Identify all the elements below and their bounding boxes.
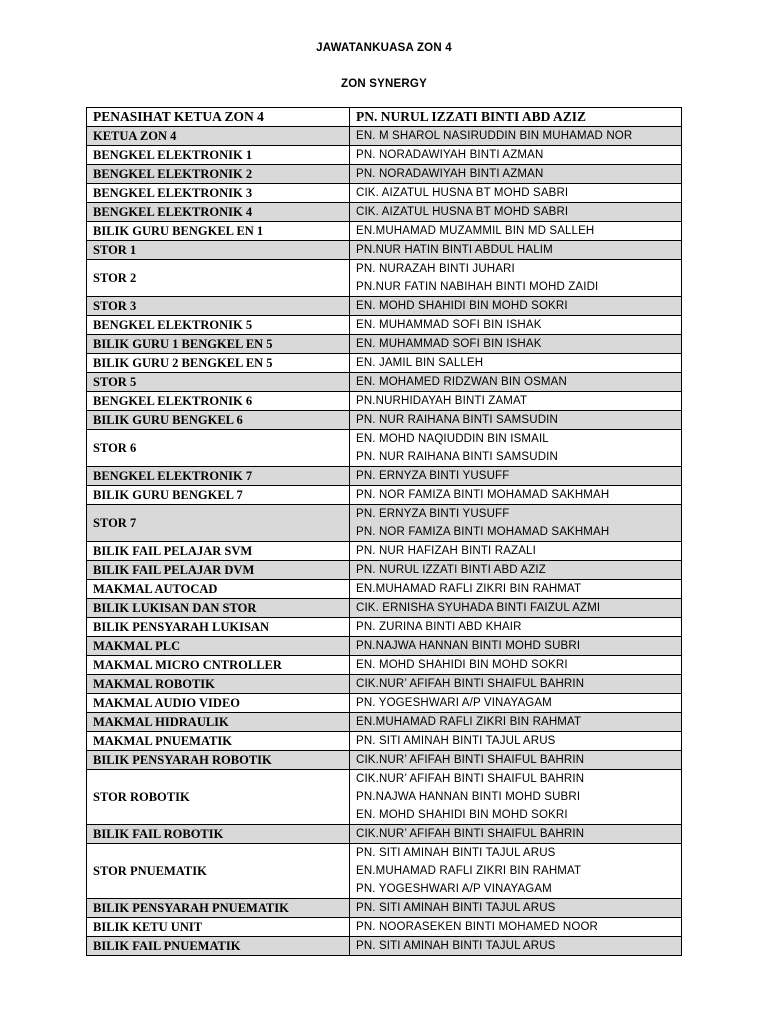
person-cell xyxy=(350,675,682,694)
person-name: PN. YOGESHWARI A/P VINAYAGAM xyxy=(356,883,552,895)
person-name: PN. SITI AMINAH BINTI TAJUL ARUS xyxy=(356,902,556,914)
table-row xyxy=(87,899,682,918)
table-row xyxy=(87,542,682,561)
table-row xyxy=(87,467,682,486)
person-name: EN. MUHAMMAD SOFI BIN ISHAK xyxy=(356,319,542,331)
table-row xyxy=(87,165,682,184)
person-name: CIK.NUR’ AFIFAH BINTI SHAIFUL BAHRIN xyxy=(356,754,585,766)
location-cell: BILIK PENSYARAH ROBOTIK xyxy=(87,751,350,770)
location-cell: MAKMAL MICRO CNTROLLER xyxy=(87,656,350,675)
table-row xyxy=(87,108,682,127)
location-cell: BENGKEL ELEKTRONIK 7 xyxy=(87,467,350,486)
person-name: CIK.NUR’ AFIFAH BINTI SHAIFUL BAHRIN xyxy=(356,773,585,785)
person-cell xyxy=(350,899,682,918)
table-row xyxy=(87,937,682,956)
location-cell: BENGKEL ELEKTRONIK 1 xyxy=(87,146,350,165)
document-subtitle: ZON SYNERGY xyxy=(341,78,427,90)
person-cell xyxy=(350,751,682,770)
person-name: EN.MUHAMAD RAFLI ZIKRI BIN RAHMAT xyxy=(356,865,582,877)
person-name: PN. SITI AMINAH BINTI TAJUL ARUS xyxy=(356,940,556,952)
person-cell xyxy=(350,373,682,392)
person-cell xyxy=(350,637,682,656)
person-cell xyxy=(350,599,682,618)
person-name: EN.MUHAMAD RAFLI ZIKRI BIN RAHMAT xyxy=(356,716,582,728)
person-cell xyxy=(350,354,682,373)
person-cell xyxy=(350,203,682,222)
location-cell: STOR 5 xyxy=(87,373,350,392)
location-cell: MAKMAL HIDRAULIK xyxy=(87,713,350,732)
person-name: PN.NURHIDAYAH BINTI ZAMAT xyxy=(356,395,528,407)
table-row xyxy=(87,637,682,656)
person-cell xyxy=(350,127,682,146)
location-cell: BILIK FAIL PELAJAR DVM xyxy=(87,561,350,580)
person-name: PN. NORADAWIYAH BINTI AZMAN xyxy=(356,168,544,180)
table-row xyxy=(87,694,682,713)
person-cell xyxy=(350,486,682,505)
person-name: PN.NUR FATIN NABIHAH BINTI MOHD ZAIDI xyxy=(356,281,599,293)
location-cell: MAKMAL AUTOCAD xyxy=(87,580,350,599)
person-name: PN. ERNYZA BINTI YUSUFF xyxy=(356,508,510,520)
person-cell xyxy=(350,392,682,411)
table-row xyxy=(87,580,682,599)
table-row xyxy=(87,732,682,751)
person-name: PN. NUR RAIHANA BINTI SAMSUDIN xyxy=(356,414,558,426)
document-title: JAWATANKUASA ZON 4 xyxy=(316,42,452,54)
person-cell xyxy=(350,297,682,316)
location-cell: BENGKEL ELEKTRONIK 5 xyxy=(87,316,350,335)
person-name: PN. SITI AMINAH BINTI TAJUL ARUS xyxy=(356,735,556,747)
location-cell: STOR 2 xyxy=(87,260,350,297)
table-row xyxy=(87,505,682,542)
person-cell xyxy=(350,713,682,732)
person-name: PN. SITI AMINAH BINTI TAJUL ARUS xyxy=(356,847,556,859)
location-cell: BILIK KETU UNIT xyxy=(87,918,350,937)
location-cell: BILIK FAIL PELAJAR SVM xyxy=(87,542,350,561)
person-cell xyxy=(350,732,682,751)
person-cell xyxy=(350,108,682,127)
person-name: PN. NORADAWIYAH BINTI AZMAN xyxy=(356,149,544,161)
person-cell xyxy=(350,844,682,899)
person-cell xyxy=(350,260,682,297)
location-cell: KETUA ZON 4 xyxy=(87,127,350,146)
committee-table xyxy=(86,107,682,956)
table-row xyxy=(87,203,682,222)
table-row xyxy=(87,184,682,203)
table-row xyxy=(87,260,682,297)
person-name: PN. NOR FAMIZA BINTI MOHAMAD SAKHMAH xyxy=(356,526,610,538)
table-row xyxy=(87,316,682,335)
location-cell: BENGKEL ELEKTRONIK 2 xyxy=(87,165,350,184)
person-name: EN. MOHD SHAHIDI BIN MOHD SOKRI xyxy=(356,809,568,821)
location-cell: STOR 6 xyxy=(87,430,350,467)
table-row xyxy=(87,430,682,467)
table-row xyxy=(87,918,682,937)
person-cell xyxy=(350,241,682,260)
person-name: CIK.NUR’ AFIFAH BINTI SHAIFUL BAHRIN xyxy=(356,828,585,840)
table-row xyxy=(87,675,682,694)
table-row xyxy=(87,241,682,260)
person-name: EN. MOHD NAQIUDDIN BIN ISMAIL xyxy=(356,433,549,445)
table-row xyxy=(87,392,682,411)
person-cell xyxy=(350,165,682,184)
location-cell: BILIK PENSYARAH LUKISAN xyxy=(87,618,350,637)
person-cell xyxy=(350,146,682,165)
person-cell xyxy=(350,505,682,542)
person-cell xyxy=(350,335,682,354)
person-name: PN. NUR HAFIZAH BINTI RAZALI xyxy=(356,545,536,557)
location-cell: MAKMAL PLC xyxy=(87,637,350,656)
person-cell xyxy=(350,937,682,956)
location-cell: MAKMAL AUDIO VIDEO xyxy=(87,694,350,713)
person-cell xyxy=(350,825,682,844)
person-name: PN. NOR FAMIZA BINTI MOHAMAD SAKHMAH xyxy=(356,489,610,501)
location-cell: BILIK FAIL ROBOTIK xyxy=(87,825,350,844)
table-row xyxy=(87,713,682,732)
table-row xyxy=(87,599,682,618)
person-name: CIK. ERNISHA SYUHADA BINTI FAIZUL AZMI xyxy=(356,602,601,614)
person-name: PN. NURUL IZZATI BINTI ABD AZIZ xyxy=(356,564,546,576)
person-cell xyxy=(350,656,682,675)
person-cell xyxy=(350,561,682,580)
person-name: EN.MUHAMAD MUZAMMIL BIN MD SALLEH xyxy=(356,225,595,237)
table-row xyxy=(87,770,682,825)
location-cell: STOR 3 xyxy=(87,297,350,316)
table-row xyxy=(87,335,682,354)
person-name: EN. MOHAMED RIDZWAN BIN OSMAN xyxy=(356,376,567,388)
person-name: EN. MOHD SHAHIDI BIN MOHD SOKRI xyxy=(356,300,568,312)
person-name: PN. NURAZAH BINTI JUHARI xyxy=(356,263,515,275)
table-row xyxy=(87,297,682,316)
committee-table-body xyxy=(87,108,682,956)
table-row xyxy=(87,373,682,392)
person-name: EN. JAMIL BIN SALLEH xyxy=(356,357,484,369)
person-name: CIK. AIZATUL HUSNA BT MOHD SABRI xyxy=(356,206,569,218)
location-cell: BENGKEL ELEKTRONIK 4 xyxy=(87,203,350,222)
location-cell: BILIK GURU 1 BENGKEL EN 5 xyxy=(87,335,350,354)
table-row xyxy=(87,844,682,899)
person-name: PN. YOGESHWARI A/P VINAYAGAM xyxy=(356,697,552,709)
table-row xyxy=(87,222,682,241)
table-row xyxy=(87,127,682,146)
person-name: EN.MUHAMAD RAFLI ZIKRI BIN RAHMAT xyxy=(356,583,582,595)
location-cell: STOR ROBOTIK xyxy=(87,770,350,825)
table-row xyxy=(87,751,682,770)
person-name: PN. NUR RAIHANA BINTI SAMSUDIN xyxy=(356,451,558,463)
person-cell xyxy=(350,770,682,825)
location-cell: STOR 1 xyxy=(87,241,350,260)
location-cell: STOR 7 xyxy=(87,505,350,542)
location-cell: BILIK GURU BENGKEL 6 xyxy=(87,411,350,430)
person-name: EN. MOHD SHAHIDI BIN MOHD SOKRI xyxy=(356,659,568,671)
person-name: PN. NURUL IZZATI BINTI ABD AZIZ xyxy=(356,109,587,124)
person-cell xyxy=(350,316,682,335)
table-row xyxy=(87,354,682,373)
person-name: EN. M SHAROL NASIRUDDIN BIN MUHAMAD NOR xyxy=(356,130,633,142)
person-cell xyxy=(350,694,682,713)
person-cell xyxy=(350,542,682,561)
location-cell: BILIK GURU BENGKEL 7 xyxy=(87,486,350,505)
person-name: PN.NAJWA HANNAN BINTI MOHD SUBRI xyxy=(356,640,581,652)
person-name: PN.NAJWA HANNAN BINTI MOHD SUBRI xyxy=(356,791,581,803)
location-cell: BILIK LUKISAN DAN STOR xyxy=(87,599,350,618)
person-name: PN. ZURINA BINTI ABD KHAIR xyxy=(356,621,522,633)
person-cell xyxy=(350,411,682,430)
person-cell xyxy=(350,430,682,467)
person-name: CIK. AIZATUL HUSNA BT MOHD SABRI xyxy=(356,187,569,199)
person-name: PN. NOORASEKEN BINTI MOHAMED NOOR xyxy=(356,921,599,933)
table-row xyxy=(87,411,682,430)
location-cell: MAKMAL ROBOTIK xyxy=(87,675,350,694)
person-name: EN. MUHAMMAD SOFI BIN ISHAK xyxy=(356,338,542,350)
location-cell: BILIK FAIL PNUEMATIK xyxy=(87,937,350,956)
table-row xyxy=(87,146,682,165)
table-row xyxy=(87,656,682,675)
person-cell xyxy=(350,618,682,637)
person-cell xyxy=(350,184,682,203)
location-cell: BILIK PENSYARAH PNUEMATIK xyxy=(87,899,350,918)
location-cell: PENASIHAT KETUA ZON 4 xyxy=(87,108,350,127)
location-cell: STOR PNUEMATIK xyxy=(87,844,350,899)
person-name: CIK.NUR’ AFIFAH BINTI SHAIFUL BAHRIN xyxy=(356,678,585,690)
person-cell xyxy=(350,222,682,241)
table-row xyxy=(87,561,682,580)
person-cell xyxy=(350,918,682,937)
person-cell xyxy=(350,580,682,599)
table-row xyxy=(87,618,682,637)
location-cell: MAKMAL PNUEMATIK xyxy=(87,732,350,751)
person-cell xyxy=(350,467,682,486)
location-cell: BENGKEL ELEKTRONIK 6 xyxy=(87,392,350,411)
table-row xyxy=(87,486,682,505)
location-cell: BILIK GURU BENGKEL EN 1 xyxy=(87,222,350,241)
location-cell: BENGKEL ELEKTRONIK 3 xyxy=(87,184,350,203)
table-row xyxy=(87,825,682,844)
person-name: PN. ERNYZA BINTI YUSUFF xyxy=(356,470,510,482)
person-name: PN.NUR HATIN BINTI ABDUL HALIM xyxy=(356,244,553,256)
location-cell: BILIK GURU 2 BENGKEL EN 5 xyxy=(87,354,350,373)
